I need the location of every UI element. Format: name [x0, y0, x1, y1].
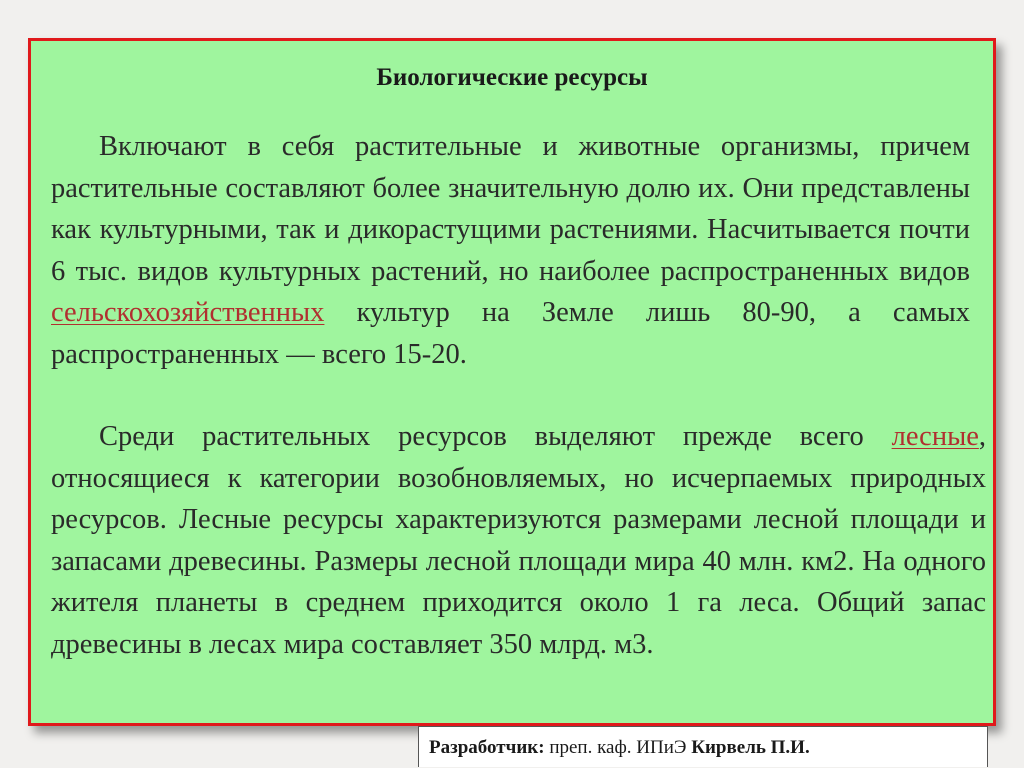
developer-position: преп. каф. ИПиЭ — [544, 737, 692, 758]
paragraph2-text-after: , относящиеся к категории возобновляемых, но исчерпаемых природных ресурсов. Лесные ресурсы характеризуются размерами лесной площади и запасами древесины. Размеры лесной площади мира 40 млн. км2. На одного жителя планеты в среднем приходится около 1 га леса. Общий запас древесины в лесах мира составляет 350 млрд. м3. — [51, 421, 986, 660]
developer-footer — [418, 726, 988, 767]
link-forest[interactable]: лесные — [891, 421, 979, 452]
slide-title: Биологические ресурсы — [376, 64, 648, 91]
paragraph2-text-before: Среди растительных ресурсов выделяют прежде всего — [99, 421, 892, 452]
content-panel — [28, 38, 996, 726]
link-agricultural[interactable]: сельскохозяйственных — [51, 297, 325, 328]
paragraph-forest-resources — [51, 416, 986, 665]
developer-label: Разработчик: — [429, 737, 545, 758]
paragraph1-text-after: культур на Земле лишь 80-90, а самых распространенных — всего 15-20. — [51, 297, 970, 370]
paragraph1-text-before: Включают в себя растительные и животные организмы, причем растительные составляют более значительную долю их. Они представлены как культурными, так и дикорастущими растениями. Насчитывается почти 6 тыс. видов культурных растений, но наиболее распространенных видов — [51, 131, 970, 287]
developer-name: Кирвель П.И. — [691, 737, 810, 758]
paragraph-plant-animal — [51, 126, 970, 375]
